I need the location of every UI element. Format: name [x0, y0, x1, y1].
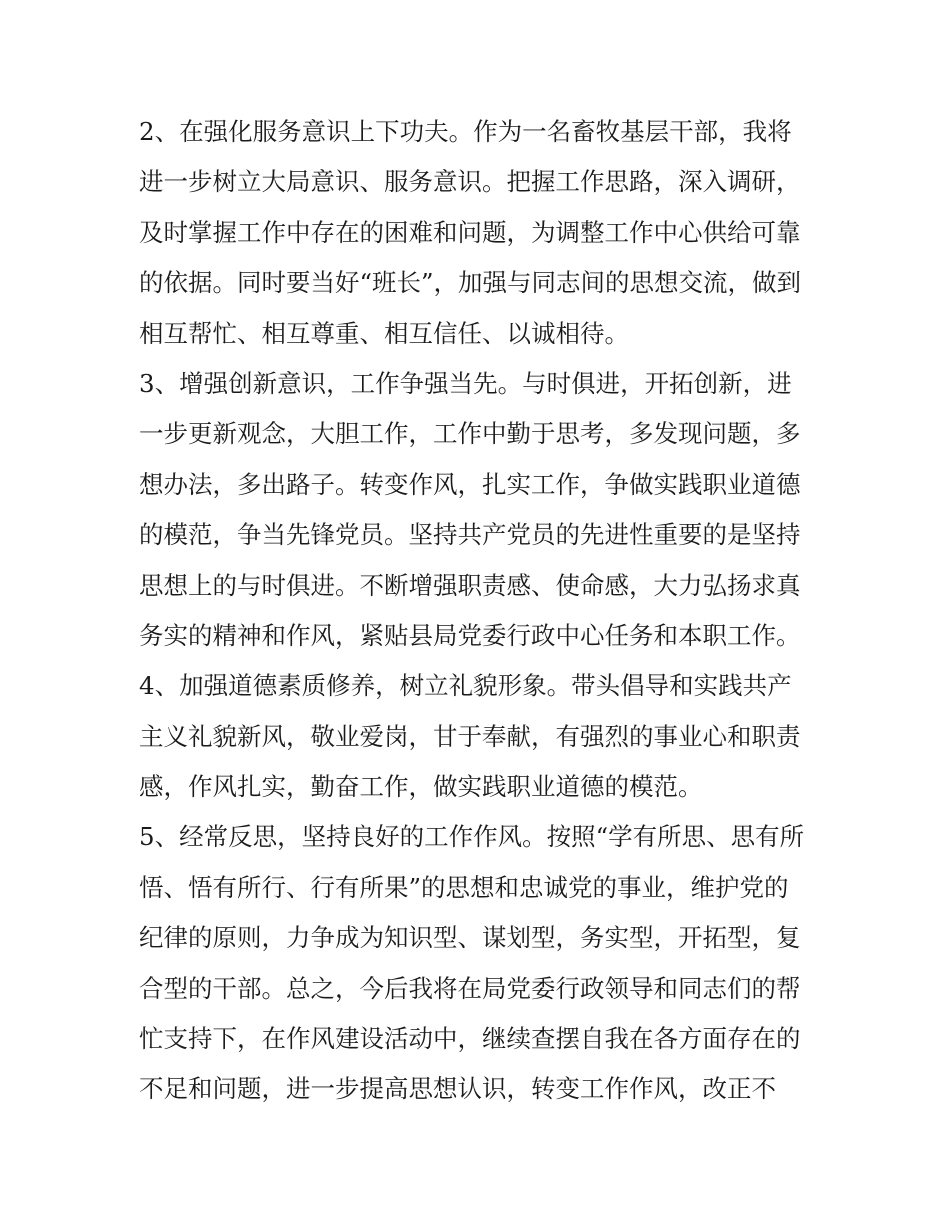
- text-line: 相互帮忙、相互尊重、相互信任、以诚相待。: [139, 318, 629, 348]
- text-line: 3、增强创新意识，工作争强当先。与时俱进，开拓创新，进: [139, 368, 792, 398]
- text-line: 感，作风扎实，勤奋工作，做实践职业道德的模范。: [139, 772, 703, 802]
- text-line: 悟、悟有所行、行有所果”的思想和忠诚党的事业，维护党的: [139, 872, 789, 902]
- text-line: 一步更新观念，大胆工作，工作中勤于思考，多发现问题，多: [139, 419, 801, 449]
- text-line: 进一步树立大局意识、服务意识。把握工作思路，深入调研，: [139, 167, 801, 197]
- text-line: 纪律的原则，力争成为知识型、谋划型，务实型，开拓型，复: [139, 923, 801, 953]
- text-line: 想办法，多出路子。转变作风，扎实工作，争做实践职业道德: [139, 469, 801, 499]
- text-line: 4、加强道德素质修养，树立礼貌形象。带头倡导和实践共产: [139, 671, 792, 701]
- text-line: 的模范，争当先锋党员。坚持共产党员的先进性重要的是坚持: [139, 520, 801, 550]
- text-line: 的依据。同时要当好“班长”，加强与同志间的思想交流，做到: [139, 268, 802, 298]
- body-text: [139, 107, 819, 1115]
- text-line: 5、经常反思，坚持良好的工作作风。按照“学有所思、思有所: [139, 822, 805, 852]
- text-line: 思想上的与时俱进。不断增强职责感、使命感，大力弘扬求真: [139, 570, 801, 600]
- text-line: 不足和问题，进一步提高思想认识，转变工作作风，改正不: [139, 1074, 776, 1104]
- text-line: 合型的干部。总之，今后我将在局党委行政领导和同志们的帮: [139, 973, 801, 1003]
- text-line: 忙支持下，在作风建设活动中，继续查摆自我在各方面存在的: [139, 1024, 801, 1054]
- text-line: 务实的精神和作风，紧贴县局党委行政中心任务和本职工作。: [139, 620, 801, 650]
- text-line: 及时掌握工作中存在的困难和问题，为调整工作中心供给可靠: [139, 217, 801, 247]
- text-line: 主义礼貌新风，敬业爱岗，甘于奉献，有强烈的事业心和职责: [139, 721, 801, 751]
- text-line: 2、在强化服务意识上下功夫。作为一名畜牧基层干部，我将: [139, 117, 792, 146]
